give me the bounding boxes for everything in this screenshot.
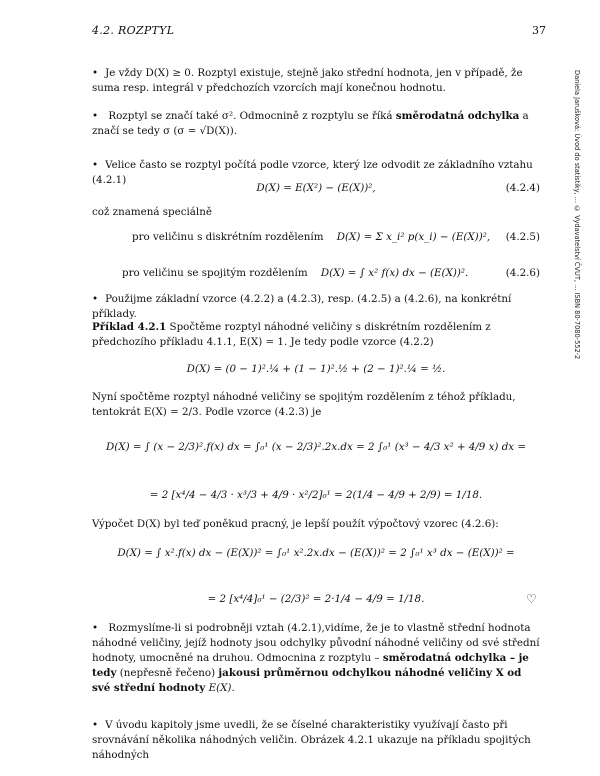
p8-text-c: E(X). xyxy=(208,682,235,694)
equation-example-2b-body: = 2 [x⁴/4 − 4/3 · x³/3 + 4/9 · x²/2]₀¹ = 2(1/4 − 4/9 + 2/9) = 1/18. xyxy=(149,489,483,501)
equation-4-2-5-label: pro veličinu s diskrétním rozdělením xyxy=(132,231,324,243)
paragraph-4: což znamená speciálně xyxy=(92,206,212,218)
equation-4-2-4 xyxy=(92,181,540,196)
bullet-paragraph-9: • V úvodu kapitoly jsme uvedli, že se číselné charakteristiky využívají často při srovnávání několika náhodných veličin. Obrázek 4.2.1 ukazuje na příkladu spojitých náhodných xyxy=(92,718,540,763)
equation-example-3b-body: = 2 [x⁴/4]₀¹ − (2/3)² = 2·1/4 − 4/9 = 1/18. xyxy=(207,593,425,605)
equation-4-2-5-body: D(X) = Σ x_i² p(x_i) − (E(X))², xyxy=(336,231,491,243)
example-text: Spočtěme rozptyl náhodné veličiny s diskrétním rozdělením z předchozího příkladu 4.1.1, E(X) = 1. Je tedy podle vzorce (4.2.2) xyxy=(92,321,491,348)
example-4-2-1 xyxy=(92,320,540,350)
equation-example-3b xyxy=(92,592,540,607)
equation-example-1 xyxy=(92,362,540,377)
bullet-paragraph-5: • Použijme základní vzorce (4.2.2) a (4.2.3), resp. (4.2.5) a (4.2.6), na konkrétní příklady. xyxy=(92,292,540,322)
bullet-paragraph-2 xyxy=(92,109,540,139)
equation-example-2a-body: D(X) = ∫ (x − 2/3)².f(x) dx = ∫₀¹ (x − 2/3)².2x.dx = 2 ∫₀¹ (x³ − 4/3 x² + 4/9 x) dx = xyxy=(105,441,527,453)
equation-4-2-6-number: (4.2.6) xyxy=(505,267,540,279)
end-of-example-heart-icon: ♡ xyxy=(526,592,537,606)
p8-text-b: (nepřesně řečeno) xyxy=(119,667,216,679)
p8-bold-1: směrodatná odchylka – je tedy xyxy=(92,652,529,679)
equation-4-2-6-label: pro veličinu se spojitým rozdělením xyxy=(122,267,308,279)
p8-bold-2: jakousi průměrnou odchylkou náhodné veličiny X od své střední hodnoty xyxy=(92,667,522,694)
equation-4-2-4-body: D(X) = E(X²) − (E(X))², xyxy=(256,182,376,194)
paragraph-6: Nyní spočtěme rozptyl náhodné veličiny se spojitým rozdělením z téhož příkladu, tentokrát E(X) = 2/3. Podle vzorce (4.2.3) je xyxy=(92,391,516,418)
p2-bold-term: směrodatná odchylka xyxy=(395,110,520,122)
example-title: Příklad 4.2.1 xyxy=(92,321,167,333)
running-header: 4.2. ROZPTYL xyxy=(92,24,175,37)
equation-4-2-5-number: (4.2.5) xyxy=(505,231,540,243)
bullet-paragraph-1: • Je vždy D(X) ≥ 0. Rozptyl existuje, stejně jako střední hodnota, jen v případě, že suma resp. integrál v předchozích vzorcích mají konečnou hodnotu. xyxy=(92,66,540,96)
p2-text-b: a značí se tedy σ (σ = √D(X)). xyxy=(92,110,529,137)
equation-example-3a xyxy=(92,546,540,561)
bullet-paragraph-3: • Velice často se rozptyl počítá podle vzorce, který lze odvodit ze základního vztahu (4.2.1) xyxy=(92,158,540,188)
equation-example-1-body: D(X) = (0 − 1)².¼ + (1 − 1)².½ + (2 − 1)².¼ = ½. xyxy=(186,363,446,375)
equation-4-2-6 xyxy=(92,266,540,281)
p8-text-a: Rozmyslíme-li si podrobněji vztah (4.2.1),vidíme, že je to vlastně střední hodnota náhodné veličiny, jejíž hodnoty jsou odchylky původní náhodné veličiny od své střední hodnoty, umocněné na druhou. Odmocnina z rozptylu – xyxy=(92,622,540,664)
page-number: 37 xyxy=(532,24,546,37)
equation-example-2b xyxy=(92,488,540,503)
bullet-paragraph-8 xyxy=(92,621,540,696)
paragraph-7: Výpočet D(X) byl teď poněkud pracný, je lepší použít výpočtový vzorec (4.2.6): xyxy=(92,518,499,530)
equation-4-2-4-number: (4.2.4) xyxy=(505,182,540,194)
equation-example-2a xyxy=(92,440,540,455)
p2-text-a: Rozptyl se značí také σ². Odmocnině z rozptylu se říká xyxy=(108,110,393,122)
equation-4-2-6-body: D(X) = ∫ x² f(x) dx − (E(X))². xyxy=(320,267,469,279)
equation-4-2-5 xyxy=(92,230,540,245)
equation-example-3a-body: D(X) = ∫ x².f(x) dx − (E(X))² = ∫₀¹ x².2x.dx − (E(X))² = 2 ∫₀¹ x³ dx − (E(X))² = xyxy=(117,547,515,559)
side-copyright-note: Daniela Jarušková: Úvod do statistiky, ... © Vydavatelství ČVUT, ... ISBN 80-7080-552-2 xyxy=(573,70,581,360)
